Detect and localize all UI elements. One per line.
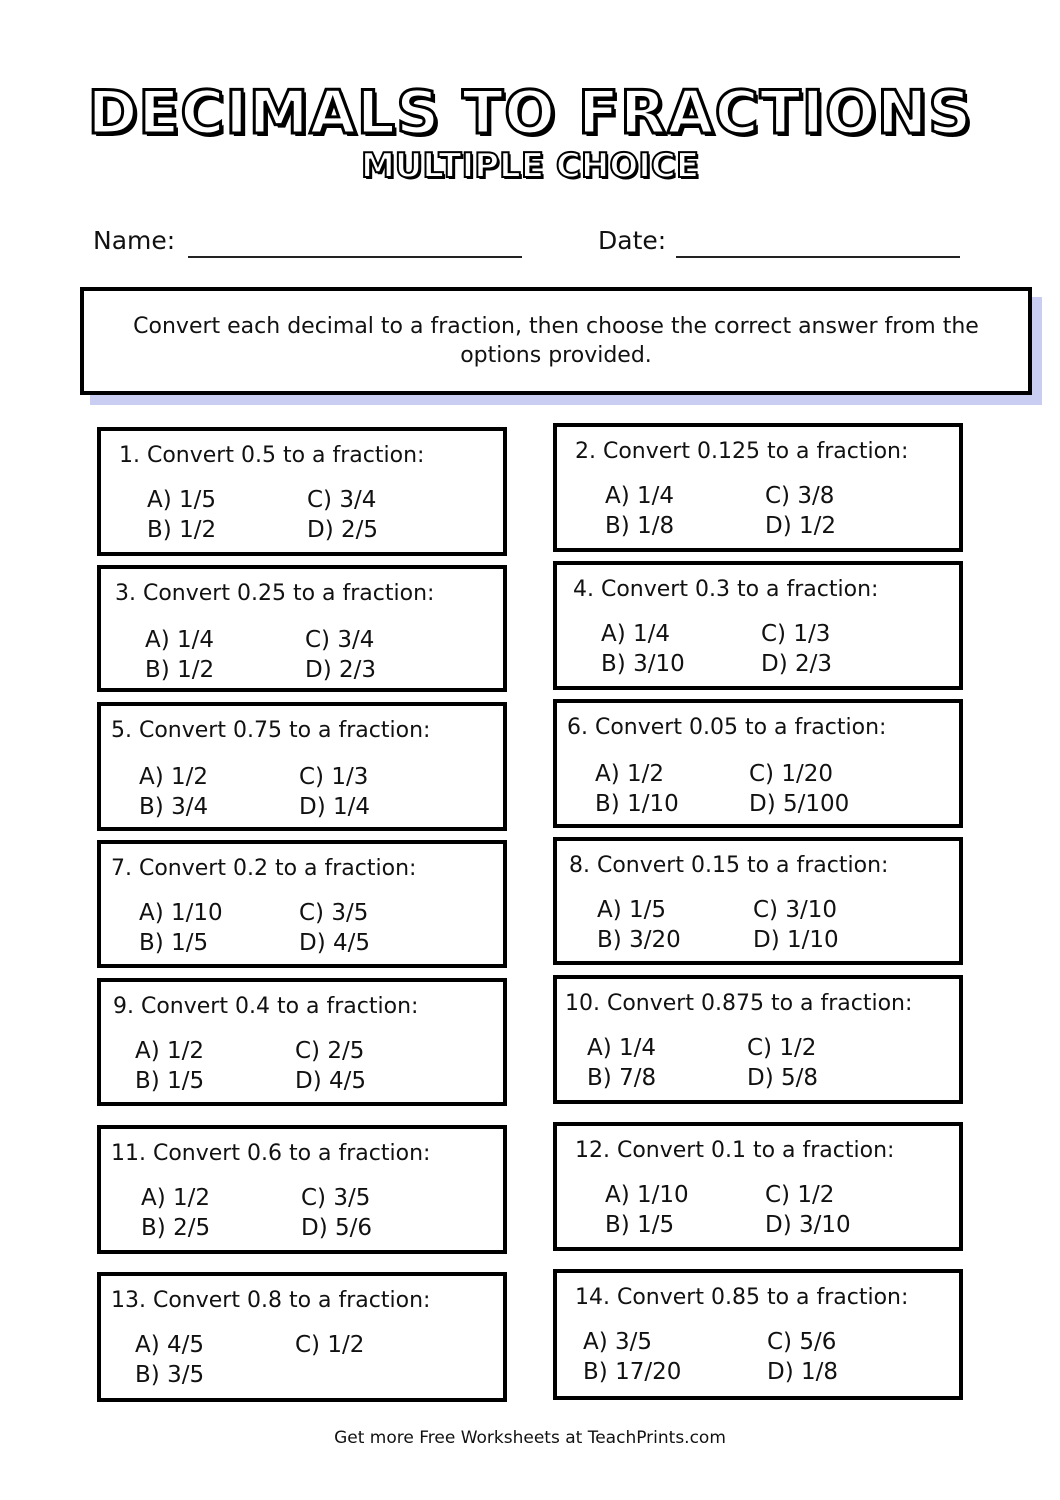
question-card-2 — [553, 423, 963, 552]
option-d[interactable]: D) 4/5 — [295, 1068, 367, 1094]
option-d[interactable]: D) 1/10 — [753, 927, 839, 953]
option-b[interactable]: B) 1/2 — [147, 517, 217, 543]
option-a[interactable]: A) 1/2 — [135, 1038, 205, 1064]
answer-options — [605, 481, 905, 541]
option-d[interactable]: D) 2/3 — [761, 651, 833, 677]
option-b[interactable]: B) 1/5 — [139, 930, 209, 956]
option-b[interactable]: B) 3/20 — [597, 927, 681, 953]
question-text: 7. Convert 0.2 to a fraction: — [111, 856, 417, 881]
option-a[interactable]: A) 1/5 — [147, 487, 217, 513]
option-c[interactable]: C) 1/2 — [295, 1332, 365, 1358]
question-card-6 — [553, 699, 963, 828]
question-text: 5. Convert 0.75 to a fraction: — [111, 718, 431, 743]
instructions-text: Convert each decimal to a fraction, then choose the correct answer from the options provided. — [133, 314, 979, 368]
answer-options — [135, 1330, 435, 1390]
answer-options — [141, 1183, 441, 1243]
option-a[interactable]: A) 1/10 — [605, 1182, 689, 1208]
question-card-13 — [97, 1272, 507, 1402]
question-text: 3. Convert 0.25 to a fraction: — [115, 581, 435, 606]
option-b[interactable]: B) 3/10 — [601, 651, 685, 677]
option-a[interactable]: A) 1/4 — [145, 627, 215, 653]
option-c[interactable]: C) 1/2 — [765, 1182, 835, 1208]
option-d[interactable]: D) 5/8 — [747, 1065, 819, 1091]
option-c[interactable]: C) 3/10 — [753, 897, 837, 923]
option-c[interactable]: C) 3/4 — [307, 487, 377, 513]
worksheet-title: DECIMALS TO FRACTIONS — [87, 78, 973, 148]
option-a[interactable]: A) 1/4 — [605, 483, 675, 509]
question-text: 9. Convert 0.4 to a fraction: — [113, 994, 419, 1019]
question-card-11 — [97, 1125, 507, 1254]
option-b[interactable]: B) 3/5 — [135, 1362, 205, 1388]
option-a[interactable]: A) 1/5 — [597, 897, 667, 923]
footer-text: Get more Free Worksheets at TeachPrints.com — [334, 1428, 726, 1448]
option-c[interactable]: C) 1/20 — [749, 761, 833, 787]
option-a[interactable]: A) 1/4 — [587, 1035, 657, 1061]
question-card-1 — [97, 427, 507, 556]
option-c[interactable]: C) 3/5 — [299, 900, 369, 926]
answer-options — [601, 619, 901, 679]
option-a[interactable]: A) 1/2 — [139, 764, 209, 790]
question-text: 10. Convert 0.875 to a fraction: — [565, 991, 913, 1016]
answer-options — [587, 1033, 887, 1093]
option-b[interactable]: B) 17/20 — [583, 1359, 682, 1385]
answer-options — [605, 1180, 905, 1240]
question-text: 14. Convert 0.85 to a fraction: — [575, 1285, 909, 1310]
option-d[interactable]: D) 3/10 — [765, 1212, 851, 1238]
question-card-8 — [553, 837, 963, 965]
option-b[interactable]: B) 1/5 — [605, 1212, 675, 1238]
option-a[interactable]: A) 3/5 — [583, 1329, 653, 1355]
answer-options — [147, 485, 447, 545]
option-b[interactable]: B) 3/4 — [139, 794, 209, 820]
question-text: 12. Convert 0.1 to a fraction: — [575, 1138, 895, 1163]
question-card-12 — [553, 1122, 963, 1251]
question-card-5 — [97, 702, 507, 831]
option-d[interactable]: D) 5/6 — [301, 1215, 373, 1241]
question-card-9 — [97, 978, 507, 1106]
question-card-14 — [553, 1269, 963, 1400]
answer-options — [583, 1327, 907, 1387]
option-a[interactable]: A) 1/2 — [595, 761, 665, 787]
option-c[interactable]: C) 3/4 — [305, 627, 375, 653]
option-d[interactable]: D) 2/5 — [307, 517, 379, 543]
instructions-box — [80, 287, 1032, 395]
question-card-3 — [97, 565, 507, 692]
worksheet-subtitle: MULTIPLE CHOICE — [360, 146, 700, 186]
option-b[interactable]: B) 7/8 — [587, 1065, 657, 1091]
answer-options — [139, 898, 439, 958]
option-d[interactable]: D) 2/3 — [305, 657, 377, 683]
option-c[interactable]: C) 3/5 — [301, 1185, 371, 1211]
option-c[interactable]: C) 2/5 — [295, 1038, 365, 1064]
answer-options — [139, 762, 439, 822]
question-text: 8. Convert 0.15 to a fraction: — [569, 853, 889, 878]
option-d[interactable]: D) 5/100 — [749, 791, 850, 817]
option-a[interactable]: A) 1/2 — [141, 1185, 211, 1211]
option-c[interactable]: C) 1/3 — [761, 621, 831, 647]
option-d[interactable] — [295, 1360, 435, 1390]
question-text: 13. Convert 0.8 to a fraction: — [111, 1288, 431, 1313]
answer-options — [135, 1036, 435, 1096]
option-d[interactable]: D) 1/8 — [767, 1359, 839, 1385]
option-b[interactable]: B) 1/10 — [595, 791, 679, 817]
option-b[interactable]: B) 2/5 — [141, 1215, 211, 1241]
question-card-4 — [553, 561, 963, 690]
question-text: 11. Convert 0.6 to a fraction: — [111, 1141, 431, 1166]
option-b[interactable]: B) 1/8 — [605, 513, 675, 539]
option-c[interactable]: C) 5/6 — [767, 1329, 837, 1355]
option-c[interactable]: C) 1/3 — [299, 764, 369, 790]
option-d[interactable]: D) 1/2 — [765, 513, 837, 539]
question-text: 4. Convert 0.3 to a fraction: — [573, 577, 879, 602]
name-line[interactable] — [188, 256, 522, 258]
question-text: 6. Convert 0.05 to a fraction: — [567, 715, 887, 740]
option-a[interactable]: A) 4/5 — [135, 1332, 205, 1358]
option-c[interactable]: C) 1/2 — [747, 1035, 817, 1061]
option-a[interactable]: A) 1/4 — [601, 621, 671, 647]
option-d[interactable]: D) 1/4 — [299, 794, 371, 820]
date-label: Date: — [598, 226, 667, 255]
answer-options — [597, 895, 903, 955]
name-label: Name: — [93, 226, 176, 255]
option-c[interactable]: C) 3/8 — [765, 483, 835, 509]
question-card-7 — [97, 840, 507, 968]
answer-options — [145, 625, 445, 685]
answer-options — [595, 759, 909, 819]
question-text: 1. Convert 0.5 to a fraction: — [119, 443, 425, 468]
option-d[interactable]: D) 4/5 — [299, 930, 371, 956]
option-b[interactable]: B) 1/5 — [135, 1068, 205, 1094]
option-b[interactable]: B) 1/2 — [145, 657, 215, 683]
date-line[interactable] — [676, 256, 960, 258]
question-text: 2. Convert 0.125 to a fraction: — [575, 439, 909, 464]
question-card-10 — [553, 975, 963, 1104]
option-a[interactable]: A) 1/10 — [139, 900, 223, 926]
